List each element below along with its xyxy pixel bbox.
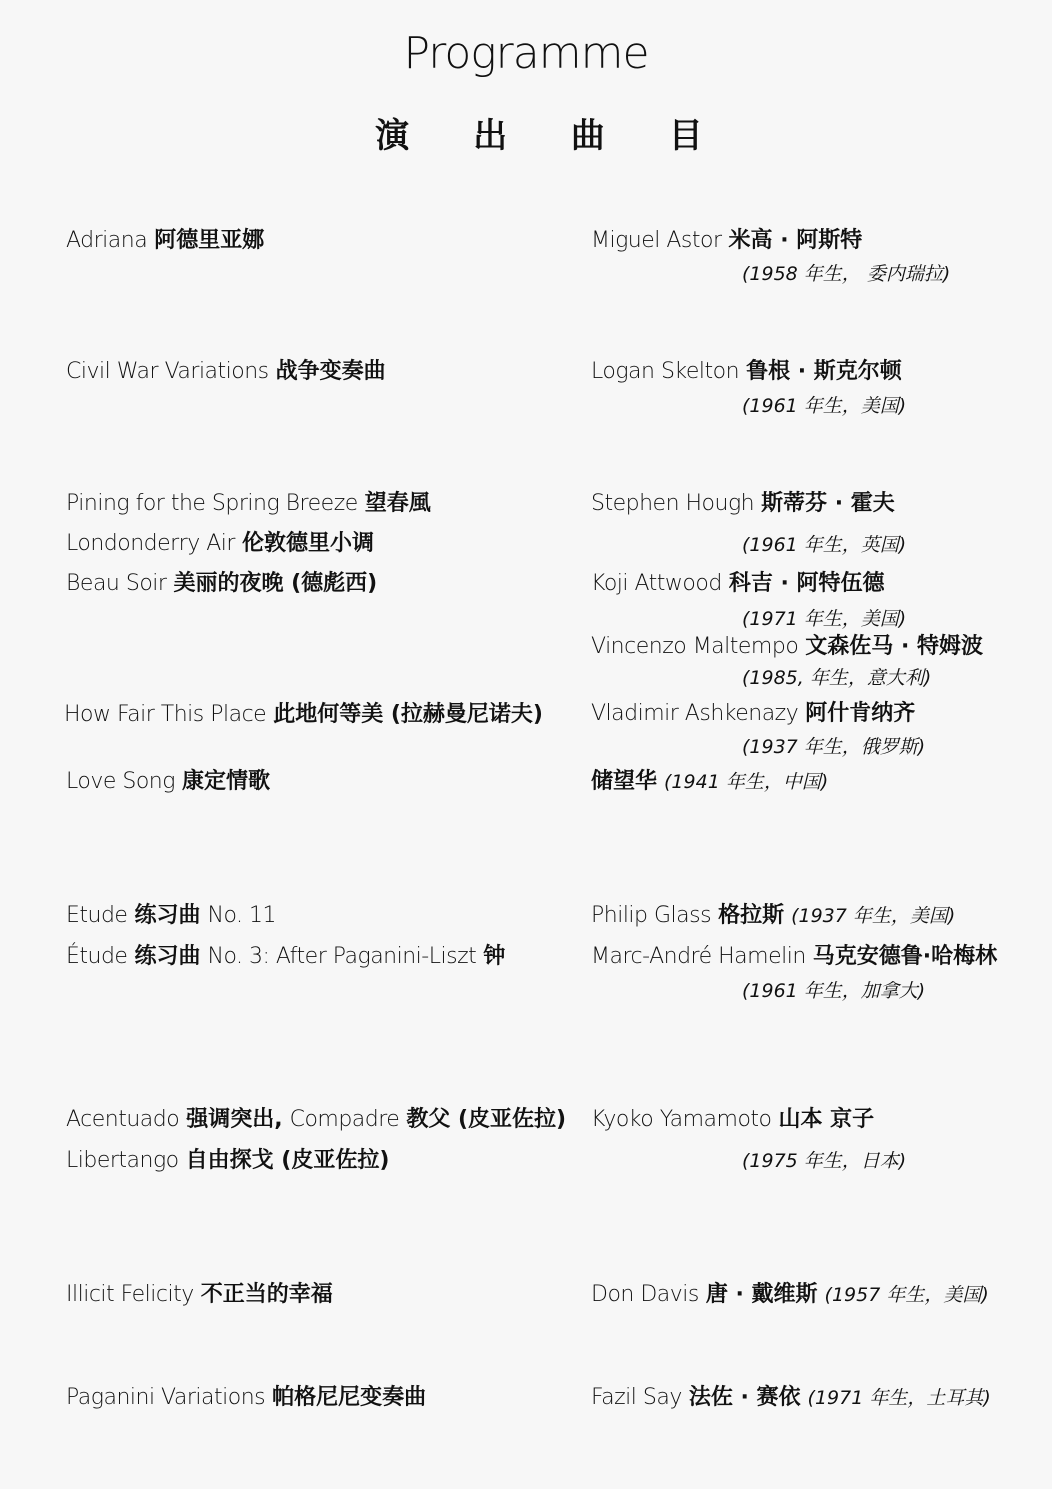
composer-name-zh: 唐 · 戴维斯 bbox=[705, 1282, 818, 1307]
piece-title-zh-2: 教父 (皮亚佐拉) bbox=[406, 1107, 567, 1132]
composer-attwood bbox=[591, 569, 885, 599]
piece-title-en: Beau Soir bbox=[66, 571, 167, 596]
composer-note: (1971 年生，土耳其) bbox=[807, 1387, 991, 1409]
composer-name-en: Kyoko Yamamoto bbox=[591, 1107, 772, 1132]
composer-chu bbox=[591, 767, 828, 797]
piece-title-zh: 美丽的夜晚 (德彪西) bbox=[173, 571, 378, 596]
composer-astor bbox=[591, 226, 862, 256]
piece-acentuado bbox=[66, 1105, 566, 1135]
composer-say bbox=[591, 1383, 991, 1413]
composer-name-en: Koji Attwood bbox=[591, 571, 722, 596]
composer-name-zh: 山本 京子 bbox=[778, 1107, 875, 1132]
composer-name-en: Don Davis bbox=[591, 1282, 699, 1307]
composer-name-zh: 法佐 · 赛依 bbox=[688, 1385, 801, 1410]
piece-title-en: Libertango bbox=[66, 1148, 179, 1173]
piece-title-en: Love Song bbox=[66, 769, 175, 794]
piece-title-zh: 阿德里亚娜 bbox=[154, 228, 265, 253]
composer-note: (1958 年生， 委内瑞拉) bbox=[742, 263, 951, 285]
composer-note: (1971 年生，美国) bbox=[742, 608, 907, 630]
piece-title-en: Civil War Variations bbox=[66, 359, 269, 384]
composer-note: (1937 年生，美国) bbox=[791, 905, 956, 927]
piece-title-zh: 强调突出, bbox=[186, 1107, 283, 1132]
piece-title-en: Paganini Variations bbox=[66, 1385, 266, 1410]
piece-title-zh-2: 钟 bbox=[483, 944, 506, 969]
piece-title-zh: 此地何等美 (拉赫曼尼诺夫) bbox=[273, 702, 543, 727]
piece-title-en: Étude bbox=[66, 944, 128, 969]
composer-name-en: Fazil Say bbox=[591, 1385, 682, 1410]
piece-title-en: Etude bbox=[66, 903, 128, 928]
page-title: Programme bbox=[403, 28, 649, 79]
composer-maltempo bbox=[591, 632, 983, 662]
composer-name-zh: 储望华 bbox=[591, 769, 658, 794]
composer-glass bbox=[591, 901, 955, 931]
piece-title-en: How Fair This Place bbox=[64, 702, 267, 727]
composer-name-en: Vladimir Ashkenazy bbox=[591, 701, 799, 726]
composer-hough bbox=[591, 489, 895, 519]
piece-title-zh: 自由探戈 (皮亚佐拉) bbox=[185, 1148, 390, 1173]
piece-love-song bbox=[66, 767, 270, 797]
composer-name-zh: 斯蒂芬 · 霍夫 bbox=[761, 491, 895, 516]
composer-yamamoto bbox=[591, 1105, 874, 1135]
composer-note: (1961 年生，美国) bbox=[742, 395, 907, 417]
composer-davis bbox=[591, 1280, 989, 1310]
composer-note: (1961 年生，英国) bbox=[742, 534, 907, 556]
composer-name-en: Philip Glass bbox=[591, 903, 712, 928]
piece-title-zh: 练习曲 bbox=[134, 944, 201, 969]
piece-libertango bbox=[66, 1146, 389, 1176]
piece-paganini bbox=[66, 1383, 426, 1413]
composer-note: (1985, 年生，意大利) bbox=[742, 667, 932, 689]
composer-note: (1937 年生，俄罗斯) bbox=[742, 736, 926, 758]
piece-title-en: Londonderry Air bbox=[66, 531, 235, 556]
piece-adriana bbox=[66, 226, 264, 256]
piece-pining bbox=[66, 489, 431, 519]
composer-name-zh: 鲁根 · 斯克尔顿 bbox=[746, 359, 902, 384]
composer-name-zh: 米高 · 阿斯特 bbox=[728, 228, 863, 253]
piece-title-en: Acentuado bbox=[66, 1107, 180, 1132]
composer-hamelin bbox=[591, 942, 997, 972]
composer-name-zh: 格拉斯 bbox=[718, 903, 785, 928]
composer-name-zh: 阿什肯纳齐 bbox=[805, 701, 916, 726]
piece-civil-war bbox=[66, 357, 386, 387]
piece-how-fair bbox=[64, 700, 543, 730]
piece-title-en-2: Compadre bbox=[289, 1107, 400, 1132]
composer-name-en: Miguel Astor bbox=[591, 228, 722, 253]
piece-title-zh: 帕格尼尼变奏曲 bbox=[272, 1385, 427, 1410]
composer-name-en: Vincenzo Maltempo bbox=[591, 634, 799, 659]
piece-title-zh: 不正当的幸福 bbox=[200, 1282, 333, 1307]
piece-illicit bbox=[66, 1280, 333, 1310]
composer-note: (1975 年生，日本) bbox=[742, 1150, 907, 1172]
composer-name-en: Logan Skelton bbox=[591, 359, 740, 384]
piece-subtitle: No. 3: After Paganini-Liszt bbox=[207, 944, 477, 969]
piece-etude-3 bbox=[66, 942, 505, 972]
composer-name-zh: 文森佐马 · 特姆波 bbox=[805, 634, 983, 659]
piece-title-zh: 战争变奏曲 bbox=[275, 359, 386, 384]
composer-ashkenazy bbox=[591, 699, 915, 729]
piece-title-en: Illicit Felicity bbox=[66, 1282, 194, 1307]
piece-londonderry bbox=[66, 529, 374, 559]
page-title-chinese: 演 出 曲 目 bbox=[375, 116, 729, 156]
composer-note: (1957 年生，美国) bbox=[824, 1284, 989, 1306]
composer-skelton bbox=[591, 357, 902, 387]
composer-name-en: Stephen Hough bbox=[591, 491, 755, 516]
piece-etude-11 bbox=[66, 901, 276, 931]
composer-name-en: Marc-André Hamelin bbox=[591, 944, 806, 969]
piece-title-zh: 练习曲 bbox=[134, 903, 201, 928]
piece-beau-soir bbox=[66, 569, 377, 599]
piece-title-zh: 康定情歌 bbox=[181, 769, 270, 794]
piece-title-en: Pining for the Spring Breeze bbox=[66, 491, 358, 516]
piece-title-en: Adriana bbox=[66, 228, 148, 253]
composer-name-zh: 马克安德鲁·哈梅林 bbox=[812, 944, 998, 969]
composer-note: (1941 年生，中国) bbox=[664, 771, 829, 793]
piece-title-zh: 伦敦德里小调 bbox=[241, 531, 374, 556]
piece-title-zh: 望春風 bbox=[364, 491, 431, 516]
piece-number: No. 11 bbox=[207, 903, 277, 928]
composer-name-zh: 科吉 · 阿特伍德 bbox=[728, 571, 885, 596]
composer-note: (1961 年生，加拿大) bbox=[742, 980, 926, 1002]
